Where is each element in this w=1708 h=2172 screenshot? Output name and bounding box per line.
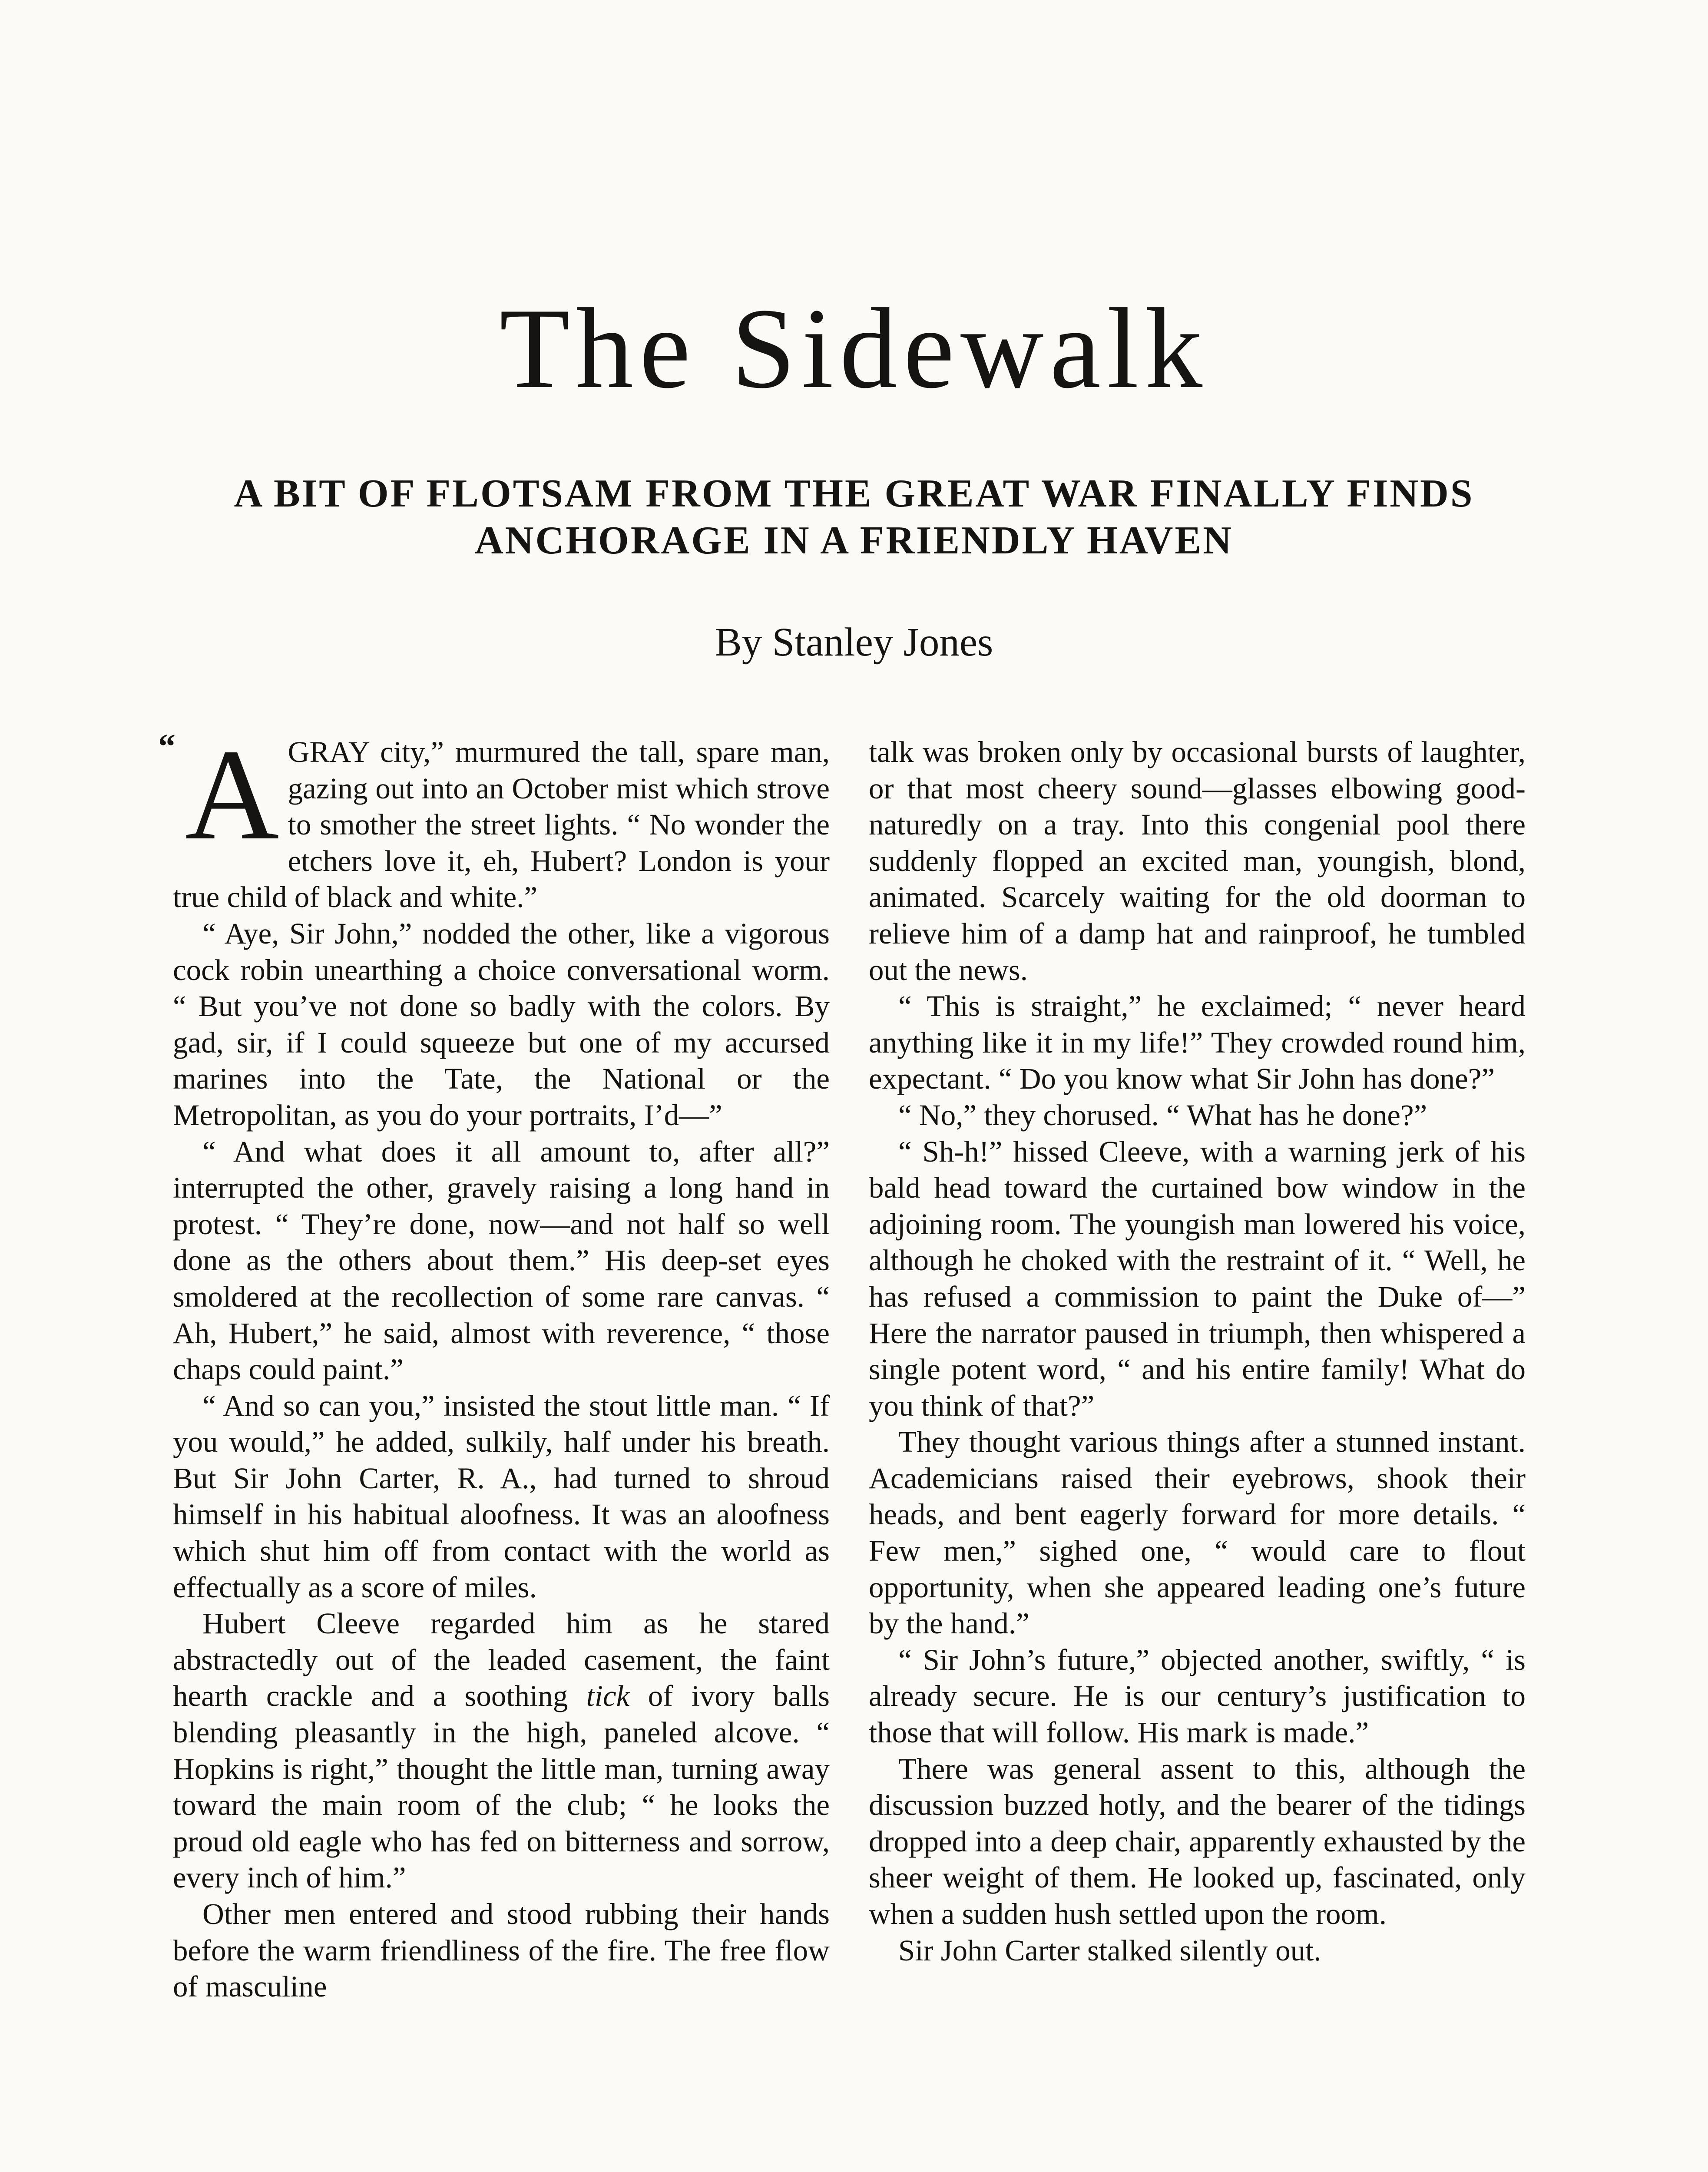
paragraph: “ This is straight,” he exclaimed; “ never heard anything like it in my life!” They crowded round him, expectant. “ Do you know what Sir John has done?” xyxy=(869,990,1526,1096)
paragraph-text: of ivory balls blending pleasantly in the high, paneled alcove. “ Hopkins is right,” thought the little man, turning away toward the main room of the club; “ he looks the proud old eagle who has fed on bitterness and sorrow, every inch of him.” xyxy=(173,1679,830,1894)
paragraph: They thought various things after a stunned instant. Academicians raised their eyebrows, shook their heads, and bent eagerly forward for more details. “ Few men,” sighed one, “ would care to flout opportunity, when she appeared leading one’s future by the hand.” xyxy=(869,1425,1526,1640)
paragraph: “ And what does it all amount to, after all?” interrupted the other, gravely raising a long hand in protest. “ They’re done, now—and not half so well done as the others about them.” His deep-set eyes smoldered at the recollection of some rare canvas. “ Ah, Hubert,” he said, almost with reverence, “ those chaps could paint.” xyxy=(173,1135,830,1386)
paragraph: Sir John Carter stalked silently out. xyxy=(898,1934,1321,1967)
paragraph-text: Hubert Cleeve regarded him as he stared abstractedly out of the leaded casement, the faint hearth crackle and a soothing xyxy=(173,1607,830,1713)
paragraph: “ No,” they chorused. “ What has he done?” xyxy=(898,1098,1427,1132)
italic-word: tick xyxy=(586,1679,630,1713)
paragraph: “ And so can you,” insisted the stout little man. “ If you would,” he added, sulkily, half under his breath. But Sir John Carter, R. A., had turned to shroud himself in his habitual aloofness. It was an aloofness which shut him off from contact with the world as effectually as a score of miles. xyxy=(173,1389,830,1604)
paragraph xyxy=(158,722,830,916)
paragraph: “ Aye, Sir John,” nodded the other, like a vigorous cock robin unearthing a choice conversational worm. “ But you’ve not done so badly with the colors. By gad, sir, if I could squeeze but one of my accursed marines into the Tate, the National or the Metropolitan, as you do your portraits, I’d—” xyxy=(173,917,830,1132)
subtitle-line-2: ANCHORAGE IN A FRIENDLY HAVEN xyxy=(475,518,1233,562)
paragraph xyxy=(173,1606,830,1896)
paragraph: talk was broken only by occasional bursts of laughter, or that most cheery sound—glasses elbowing good-naturedly on a tray. Into this congenial pool there suddenly flopped an excited man, youngish, blond, animated. Scarcely waiting for the old doorman to relieve him of a damp hat and rainproof, he tumbled out the news. xyxy=(869,735,1526,987)
article-title: The Sidewalk xyxy=(499,285,1209,412)
article-subtitle xyxy=(0,470,1708,564)
paragraph: Other men entered and stood rubbing their hands before the warm friendliness of the fire. The free flow of masculine xyxy=(173,1897,830,2003)
opening-quote: “ xyxy=(158,728,175,766)
left-column xyxy=(158,722,830,2005)
paragraph-text: GRAY city,” murmured the tall, spare man, gazing out into an October mist which strove to smother the street lights. “ No wonder the etchers love it, eh, Hubert? London is your true child of black and white.” xyxy=(173,735,830,914)
right-column xyxy=(869,734,1526,1969)
paragraph: “ Sh-h!” hissed Cleeve, with a warning jerk of his bald head toward the curtained bow window in the adjoining room. The youngish man lowered his voice, although he choked with the restraint of it. “ Well, he has refused a commission to paint the Duke of—” Here the narrator paused in triumph, then whispered a single potent word, “ and his entire family! What do you think of that?” xyxy=(869,1135,1526,1422)
drop-cap: A xyxy=(185,722,279,867)
subtitle-line-1: A BIT OF FLOTSAM FROM THE GREAT WAR FINALLY FINDS xyxy=(234,471,1474,515)
paragraph: There was general assent to this, although the discussion buzzed hotly, and the bearer of the tidings dropped into a deep chair, apparently exhausted by the sheer weight of them. He looked up, fascinated, only when a sudden hush settled upon the room. xyxy=(869,1752,1526,1930)
byline: By Stanley Jones xyxy=(715,620,993,665)
paragraph: “ Sir John’s future,” objected another, swiftly, “ is already secure. He is our century’s justification to those that will follow. His mark is made.” xyxy=(869,1643,1526,1749)
